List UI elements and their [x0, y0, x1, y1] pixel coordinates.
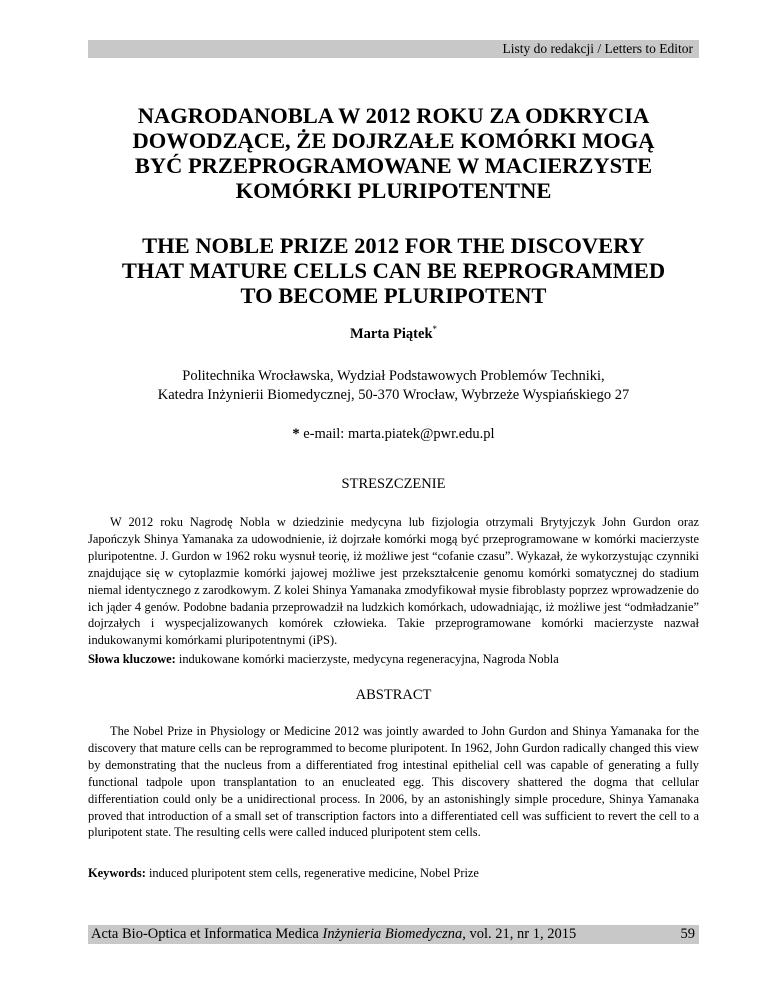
title-polish — [88, 103, 699, 203]
abstract-body: The Nobel Prize in Physiology or Medicine 2012 was jointly awarded to John Gurdon and Shinya Yamanaka for the discovery that mature cells can be reprogrammed to become pluripotent. In 1962, John Gurdon radically changed this view by demonstrating that the nucleus from a differentiated frog intestinal epithelial cell was capable of generating a fully functional tadpole upon transplantation to an enucleated egg. This discovery shattered the dogma that cellular differentiation could only be a unidirectional process. In 2006, by an astonishingly simple procedure, Shinya Yamanaka proved that introduction of a small set of transcription factors into a differentiated cell was sufficient to revert the cell to a pluripotent state. The resulting cells were called induced pluripotent stem cells. — [88, 724, 699, 840]
title-polish-line: DOWODZĄCE, ŻE DOJRZAŁE KOMÓRKI MOGĄ — [132, 128, 655, 153]
abstract-heading: ABSTRACT — [355, 687, 432, 703]
footer-journal-subtitle: Inżynieria Biomedyczna — [322, 926, 463, 942]
streszczenie-body: W 2012 roku Nagrodę Nobla w dziedzinie medycyna lub fizjologia otrzymali Brytyjczyk John Gurdon oraz Japończyk Shinya Yamanaka za udowodnienie, iż dojrzałe komórki mogą być przeprogramowane w komórki macierzyste pluripotentne. J. Gurdon w 1962 roku wysnuł teorię, iż możliwe jest “cofanie czasu”. Wykazał, że wykorzystując czynniki znajdujące się w cytoplazmie komórki jajowej możliwe jest przekształcenie genomu komórki somatycznej do stadium niemal identycznego z zarodkowym. Z kolei Shinya Yamanaka zmodyfikował mysie fibroblasty poprzez wprowadzenie do ich jąder 4 genów. Podobne badania przeprowadził na ludzkich komórkach, udowadniając, iż możliwe jest “odmładzanie” dojrzałych i wyspecjalizowanych komórek człowieka. Takie przeprogramowane komórki macierzyste nazwał indukowanymi komórkami pluripotentnymi (iPS). — [88, 515, 699, 648]
keywords-polish-list: indukowane komórki macierzyste, medycyna regeneracyjna, Nagroda Nobla — [178, 652, 559, 666]
email-mark: * — [292, 426, 300, 442]
title-polish-line: KOMÓRKI PLURIPOTENTNE — [235, 178, 552, 203]
keywords-english-label: Keywords: — [88, 866, 146, 880]
title-english — [88, 233, 699, 308]
page-number: 59 — [680, 926, 695, 942]
author-footnote-mark: * — [432, 324, 438, 334]
title-english-line: THE NOBLE PRIZE 2012 FOR THE DISCOVERY — [142, 233, 645, 258]
contact-email — [88, 425, 699, 443]
title-polish-line: NAGRODANOBLA W 2012 ROKU ZA ODKRYCIA — [137, 103, 650, 128]
title-english-line: TO BECOME PLURIPOTENT — [240, 283, 547, 308]
keywords-polish — [88, 651, 699, 667]
header-section-label: Listy do redakcji / Letters to Editor — [502, 41, 693, 56]
title-polish-line: BYĆ PRZEPROGRAMOWANE W MACIERZYSTE — [134, 153, 653, 178]
streszczenie-heading: STRESZCZENIE — [341, 476, 446, 492]
footer-journal-citation — [91, 926, 576, 943]
keywords-english-list: induced pluripotent stem cells, regenerative medicine, Nobel Prize — [148, 866, 479, 880]
running-footer — [88, 925, 699, 944]
footer-journal-name: Acta Bio-Optica et Informatica Medica — [91, 926, 319, 942]
author-name: Marta Piątek — [349, 326, 433, 342]
running-header — [88, 40, 699, 58]
footer-journal-volume: , vol. 21, nr 1, 2015 — [462, 926, 577, 942]
affiliation — [88, 367, 699, 405]
email-text[interactable]: e-mail: marta.piatek@pwr.edu.pl — [303, 426, 495, 442]
keywords-polish-label: Słowa kluczowe: — [88, 652, 176, 666]
affiliation-line-2: Katedra Inżynierii Biomedycznej, 50-370 Wrocław, Wybrzeże Wyspiańskiego 27 — [157, 387, 630, 403]
keywords-english — [88, 865, 699, 881]
title-english-line: THAT MATURE CELLS CAN BE REPROGRAMMED — [121, 258, 666, 283]
author — [88, 320, 699, 343]
affiliation-line-1: Politechnika Wrocławska, Wydział Podstawowych Problemów Techniki, — [182, 368, 605, 384]
